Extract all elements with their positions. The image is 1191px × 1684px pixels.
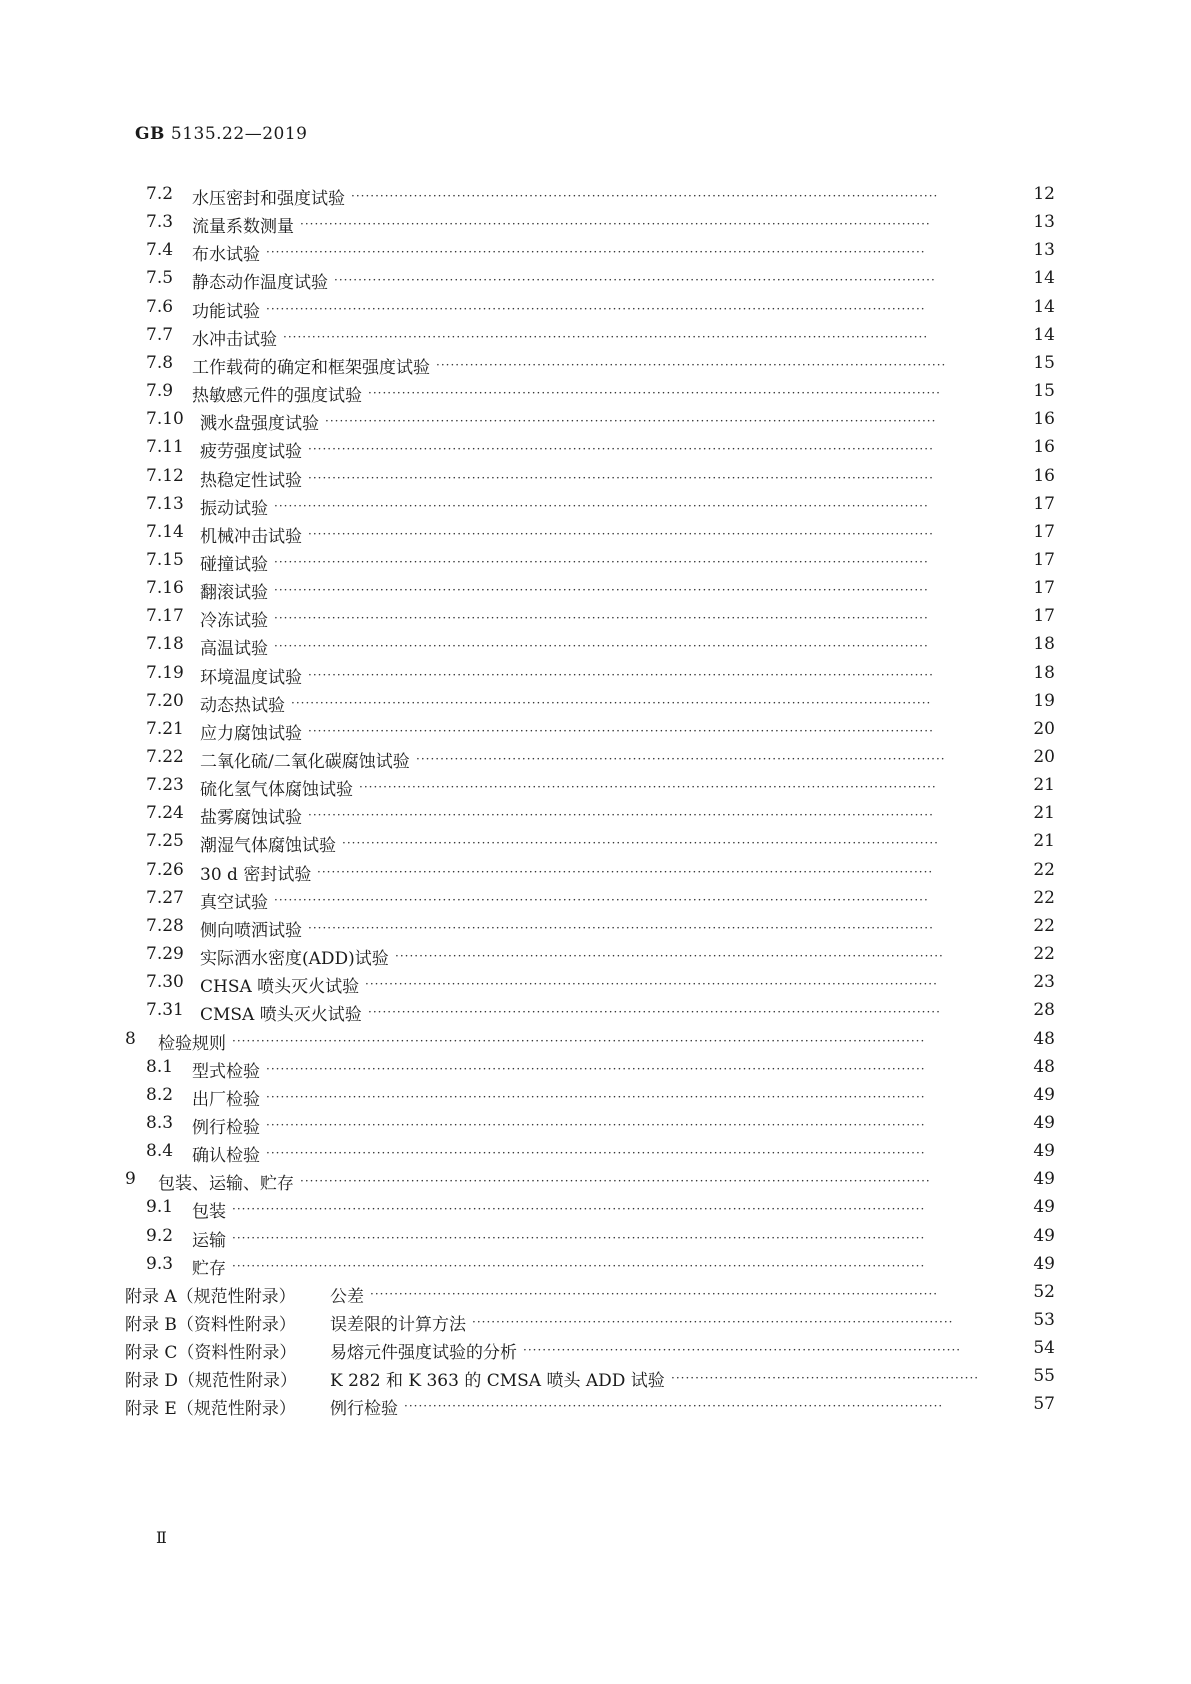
toc-leader-dots: ····························································································································· xyxy=(334,273,936,288)
standard-code: 5135.22—2019 xyxy=(170,124,308,144)
toc-entry-title: 动态热试验 xyxy=(200,695,285,716)
toc-entry-page: 49 xyxy=(1033,1225,1055,1246)
toc-leader-dots: ········································································································································· xyxy=(266,301,926,316)
toc-entry-number: 7.2 xyxy=(146,184,174,204)
toc-leader-dots: ·································································································································· xyxy=(308,470,934,485)
toc-entry-page: 17 xyxy=(1033,493,1055,514)
toc-entry-title: 型式检验 xyxy=(192,1061,260,1082)
toc-entry-page: 15 xyxy=(1033,381,1055,402)
toc-entry-title: 翻滚试验 xyxy=(200,583,268,604)
toc-entry[interactable] xyxy=(0,659,1191,689)
document-header xyxy=(135,124,307,144)
toc-entry[interactable] xyxy=(0,1109,1191,1139)
toc-entry[interactable] xyxy=(0,687,1191,717)
toc-entry-title: 流量系数测量 xyxy=(192,217,294,238)
toc-entry-title: 出厂检验 xyxy=(192,1089,260,1110)
toc-entry-title: 工作载荷的确定和框架强度试验 xyxy=(192,357,430,378)
toc-entry[interactable] xyxy=(0,377,1191,407)
toc-leader-dots: ········································································································································· xyxy=(266,245,926,260)
toc-entry-page: 18 xyxy=(1033,634,1055,655)
toc-leader-dots: ················································································································ xyxy=(404,1399,944,1414)
toc-entry[interactable] xyxy=(0,1222,1191,1252)
toc-entry-number: 8.1 xyxy=(146,1056,174,1077)
toc-entry-title: 静态动作温度试验 xyxy=(192,273,328,294)
toc-leader-dots: ········································································································································· xyxy=(266,1061,926,1076)
toc-entry[interactable] xyxy=(0,940,1191,970)
toc-entry-number: 7.16 xyxy=(146,578,184,599)
toc-entry-page: 17 xyxy=(1033,521,1055,542)
toc-entry-number: 7.17 xyxy=(146,606,184,627)
toc-entry[interactable] xyxy=(0,490,1191,520)
toc-entry-title: 例行检验 xyxy=(330,1399,398,1420)
toc-entry-number: 8.2 xyxy=(146,1084,174,1105)
toc-entry-number: 7.4 xyxy=(146,240,174,261)
toc-leader-dots: ································································ xyxy=(671,1371,980,1386)
toc-entry-page: 21 xyxy=(1033,775,1055,796)
toc-entry[interactable] xyxy=(0,208,1191,238)
toc-entry-number: 附录 B（资料性附录） xyxy=(125,1315,296,1335)
toc-entry-number: 7.20 xyxy=(146,690,184,711)
toc-entry-page: 21 xyxy=(1033,803,1055,824)
toc-entry-page: 22 xyxy=(1033,859,1055,880)
toc-entry[interactable] xyxy=(0,743,1191,773)
toc-leader-dots: ·················································································································· xyxy=(395,949,944,964)
toc-entry[interactable] xyxy=(0,884,1191,914)
toc-entry-number: 7.5 xyxy=(146,268,174,289)
toc-entry-number: 附录 D（规范性附录） xyxy=(125,1371,298,1392)
toc-entry-title: 热稳定性试验 xyxy=(200,470,302,491)
toc-leader-dots: ····································································································································· xyxy=(291,695,932,710)
toc-entry[interactable] xyxy=(0,1362,1191,1392)
toc-entry-title: 应力腐蚀试验 xyxy=(200,723,302,744)
toc-entry-title: 盐雾腐蚀试验 xyxy=(200,808,302,829)
toc-entry-page: 49 xyxy=(1033,1197,1055,1218)
toc-entry-number: 9.3 xyxy=(146,1253,174,1274)
toc-entry-number: 7.23 xyxy=(146,775,184,796)
toc-entry-number: 7.19 xyxy=(146,662,184,683)
toc-entry-number: 7.10 xyxy=(146,409,184,430)
toc-leader-dots: ······································································································································ xyxy=(283,329,929,344)
toc-entry[interactable] xyxy=(0,715,1191,745)
toc-entry-page: 16 xyxy=(1033,465,1055,486)
toc-entry-number: 9 xyxy=(125,1169,136,1190)
toc-entry-number: 7.9 xyxy=(146,381,174,402)
toc-leader-dots: ········································································································································ xyxy=(274,639,929,654)
toc-entry-page: 54 xyxy=(1033,1338,1055,1359)
toc-entry-page: 14 xyxy=(1033,296,1055,317)
toc-leader-dots: ···································································································· xyxy=(472,1315,954,1329)
toc-entry-title: 二氧化硫/二氧化碳腐蚀试验 xyxy=(200,752,410,772)
toc-entry[interactable] xyxy=(0,602,1191,632)
toc-entry[interactable] xyxy=(0,518,1191,548)
toc-entry[interactable] xyxy=(0,1165,1191,1195)
toc-entry-title: 机械冲击试验 xyxy=(200,526,302,547)
toc-entry-page: 17 xyxy=(1033,549,1055,570)
toc-entry-title: 高温试验 xyxy=(200,639,268,660)
toc-entry-number: 9.2 xyxy=(146,1225,174,1246)
toc-leader-dots: ········································································································································ xyxy=(274,611,929,626)
toc-entry-title: 热敏感元件的强度试验 xyxy=(192,386,362,407)
page-number: Ⅱ xyxy=(156,1528,167,1547)
standard-prefix: GB xyxy=(135,124,165,144)
toc-entry-title: 实际洒水密度(ADD)试验 xyxy=(200,949,389,970)
toc-leader-dots: ··························································································· xyxy=(523,1343,962,1358)
toc-leader-dots: ················································································································································ xyxy=(232,1033,926,1048)
toc-entry-number: 7.29 xyxy=(146,944,184,965)
toc-leader-dots: ················································································································································ xyxy=(232,1258,926,1273)
toc-entry-page: 12 xyxy=(1033,184,1055,204)
toc-entry-number: 7.13 xyxy=(146,493,184,514)
toc-entry-title: 例行检验 xyxy=(192,1117,260,1138)
toc-entry-page: 16 xyxy=(1033,437,1055,458)
toc-entry-page: 15 xyxy=(1033,352,1055,373)
toc-entry-title: 包装、运输、贮存 xyxy=(158,1174,294,1195)
toc-entry[interactable] xyxy=(0,1137,1191,1167)
toc-entry-page: 49 xyxy=(1033,1253,1055,1274)
toc-leader-dots: ·········································································································· xyxy=(436,357,947,372)
toc-entry[interactable] xyxy=(0,1025,1191,1055)
toc-entry-number: 7.30 xyxy=(146,972,184,993)
toc-entry-page: 49 xyxy=(1033,1084,1055,1105)
toc-entry-page: 19 xyxy=(1033,690,1055,711)
toc-entry-title: 侧向喷洒试验 xyxy=(200,920,302,941)
toc-entry[interactable] xyxy=(0,968,1191,998)
toc-entry[interactable] xyxy=(0,912,1191,942)
toc-entry-number: 7.18 xyxy=(146,634,184,655)
toc-entry-title: 30 d 密封试验 xyxy=(200,864,312,885)
toc-leader-dots: ········································································································································· xyxy=(266,1089,926,1104)
toc-leader-dots: ·································································································································· xyxy=(308,667,934,682)
toc-entry-title: 潮湿气体腐蚀试验 xyxy=(200,836,336,857)
toc-entry[interactable] xyxy=(0,574,1191,604)
toc-entry-number: 7.28 xyxy=(146,915,184,936)
toc-entry[interactable] xyxy=(0,405,1191,435)
toc-leader-dots: ······························································································································· xyxy=(325,414,937,429)
toc-entry[interactable] xyxy=(0,1081,1191,1111)
toc-entry[interactable] xyxy=(0,1334,1191,1364)
toc-entry[interactable] xyxy=(0,856,1191,886)
toc-entry[interactable] xyxy=(0,349,1191,379)
toc-entry-title: 疲劳强度试验 xyxy=(200,442,302,463)
toc-entry-page: 22 xyxy=(1033,915,1055,936)
toc-entry-title: 硫化氢气体腐蚀试验 xyxy=(200,780,353,801)
toc-entry-page: 23 xyxy=(1033,972,1055,993)
toc-entry[interactable] xyxy=(0,546,1191,576)
toc-leader-dots: ········································································································································· xyxy=(266,1117,926,1132)
toc-entry[interactable] xyxy=(0,462,1191,492)
toc-entry[interactable] xyxy=(0,1250,1191,1280)
toc-entry-title: 水压密封和强度试验 xyxy=(192,189,345,209)
toc-entry[interactable] xyxy=(0,827,1191,857)
toc-entry-title: 布水试验 xyxy=(192,245,260,266)
toc-entry-number: 7.7 xyxy=(146,324,174,345)
toc-entry-number: 7.11 xyxy=(146,437,184,458)
toc-entry-title: 检验规则 xyxy=(158,1033,226,1054)
toc-entry-page: 57 xyxy=(1033,1394,1055,1415)
toc-entry-page: 20 xyxy=(1033,747,1055,767)
toc-leader-dots: ········································································································································· xyxy=(266,1146,926,1161)
toc-entry-page: 17 xyxy=(1033,606,1055,627)
toc-entry-page: 20 xyxy=(1033,718,1055,739)
toc-entry-number: 7.24 xyxy=(146,803,184,824)
toc-entry-number: 7.27 xyxy=(146,887,184,908)
toc-entry-title: CHSA 喷头灭火试验 xyxy=(200,977,360,998)
toc-entry-title: 公差 xyxy=(330,1286,364,1307)
toc-entry-title: 易熔元件强度试验的分析 xyxy=(330,1343,517,1364)
toc-entry-number: 7.12 xyxy=(146,465,184,486)
toc-entry-number: 8.4 xyxy=(146,1141,174,1162)
toc-entry[interactable] xyxy=(0,630,1191,660)
toc-entry-title: 碰撞试验 xyxy=(200,554,268,575)
toc-entry-number: 7.31 xyxy=(146,1000,184,1021)
toc-entry-page: 16 xyxy=(1033,409,1055,430)
toc-entry-title: K 282 和 K 363 的 CMSA 喷头 ADD 试验 xyxy=(330,1371,665,1392)
toc-entry-title: 功能试验 xyxy=(192,301,260,322)
toc-leader-dots: ··································································································································· xyxy=(300,1174,931,1189)
toc-entry-page: 22 xyxy=(1033,887,1055,908)
toc-leader-dots: ·································································································································· xyxy=(308,526,934,541)
toc-entry-number: 7.8 xyxy=(146,352,174,373)
toc-entry[interactable] xyxy=(0,264,1191,294)
toc-entry-number: 7.3 xyxy=(146,212,174,233)
toc-entry[interactable] xyxy=(0,236,1191,266)
toc-entry-title: 运输 xyxy=(192,1230,226,1251)
toc-entry-title: 确认检验 xyxy=(192,1146,260,1167)
toc-entry-title: 贮存 xyxy=(192,1258,226,1279)
toc-entry[interactable] xyxy=(0,799,1191,829)
toc-entry-page: 49 xyxy=(1033,1141,1055,1162)
toc-leader-dots: ········································································································································ xyxy=(274,583,929,598)
toc-entry[interactable] xyxy=(0,996,1191,1026)
toc-leader-dots: ·························································································································· xyxy=(351,189,939,203)
toc-entry-page: 22 xyxy=(1033,944,1055,965)
toc-entry-number: 7.6 xyxy=(146,296,174,317)
toc-leader-dots: ······················································································································· xyxy=(365,977,938,992)
toc-entry-page: 48 xyxy=(1033,1056,1055,1077)
toc-entry-page: 14 xyxy=(1033,268,1055,289)
toc-entry[interactable] xyxy=(0,1193,1191,1223)
toc-leader-dots: ······················································································································ xyxy=(370,1286,939,1301)
toc-leader-dots: ···························································································································· xyxy=(342,836,939,851)
toc-entry-number: 7.15 xyxy=(146,549,184,570)
toc-leader-dots: ········································································································································ xyxy=(274,554,929,569)
toc-entry[interactable] xyxy=(0,180,1191,210)
toc-leader-dots: ·································································································································· xyxy=(308,442,934,457)
toc-entry-page: 49 xyxy=(1033,1112,1055,1133)
toc-entry-number: 8.3 xyxy=(146,1112,174,1133)
toc-entry-title: 冷冻试验 xyxy=(200,611,268,632)
toc-leader-dots: ························································································································ xyxy=(359,780,937,795)
toc-entry-page: 13 xyxy=(1033,212,1055,233)
toc-entry-title: 环境温度试验 xyxy=(200,667,302,688)
toc-leader-dots: ················································································································································ xyxy=(232,1202,926,1217)
toc-entry-title: CMSA 喷头灭火试验 xyxy=(200,1005,362,1026)
toc-entry-page: 13 xyxy=(1033,240,1055,261)
toc-entry[interactable] xyxy=(0,1390,1191,1420)
toc-entry[interactable] xyxy=(0,321,1191,351)
toc-entry-title: 误差限的计算方法 xyxy=(330,1315,466,1335)
toc-leader-dots: ················································································································································ xyxy=(232,1230,926,1245)
toc-entry-page: 18 xyxy=(1033,662,1055,683)
toc-leader-dots: ········································································································································ xyxy=(274,892,929,907)
toc-entry-number: 附录 A（规范性附录） xyxy=(125,1286,296,1307)
toc-leader-dots: ·············································································································· xyxy=(416,752,946,766)
toc-entry-title: 溅水盘强度试验 xyxy=(200,414,319,435)
toc-entry-number: 附录 C（资料性附录） xyxy=(125,1343,297,1364)
toc-leader-dots: ······················································································································· xyxy=(368,1005,941,1020)
toc-entry[interactable] xyxy=(0,1306,1191,1336)
toc-leader-dots: ·································································································································· xyxy=(308,723,934,738)
toc-entry-number: 附录 E（规范性附录） xyxy=(125,1399,296,1420)
toc-entry-number: 7.14 xyxy=(146,521,184,542)
toc-entry-page: 53 xyxy=(1033,1310,1055,1330)
toc-entry-page: 52 xyxy=(1033,1281,1055,1302)
toc-entry[interactable] xyxy=(0,293,1191,323)
toc-leader-dots: ··································································································································· xyxy=(300,217,931,232)
toc-entry-number: 7.22 xyxy=(146,747,184,767)
toc-leader-dots: ································································································································ xyxy=(317,864,934,879)
toc-entry-page: 28 xyxy=(1033,1000,1055,1021)
toc-leader-dots: ······················································································································· xyxy=(368,386,941,401)
toc-entry-page: 21 xyxy=(1033,831,1055,852)
toc-entry-page: 48 xyxy=(1033,1028,1055,1049)
toc-entry[interactable] xyxy=(0,771,1191,801)
toc-leader-dots: ········································································································································ xyxy=(274,498,929,513)
toc-entry-page: 17 xyxy=(1033,578,1055,599)
toc-entry-title: 真空试验 xyxy=(200,892,268,913)
toc-leader-dots: ·································································································································· xyxy=(308,920,934,935)
toc-entry-page: 49 xyxy=(1033,1169,1055,1190)
toc-entry-number: 7.21 xyxy=(146,718,184,739)
toc-entry[interactable] xyxy=(0,433,1191,463)
toc-entry-number: 7.26 xyxy=(146,859,184,880)
toc-entry-number: 8 xyxy=(125,1028,136,1049)
toc-leader-dots: ·································································································································· xyxy=(308,808,934,823)
toc-entry-page: 14 xyxy=(1033,324,1055,345)
toc-entry-page: 55 xyxy=(1033,1366,1055,1387)
toc-entry[interactable] xyxy=(0,1278,1191,1308)
toc-entry-number: 7.25 xyxy=(146,831,184,852)
toc-entry-title: 包装 xyxy=(192,1202,226,1223)
toc-entry[interactable] xyxy=(0,1053,1191,1083)
toc-entry-title: 振动试验 xyxy=(200,498,268,519)
toc-entry-title: 水冲击试验 xyxy=(192,329,277,350)
toc-entry-number: 9.1 xyxy=(146,1197,174,1218)
